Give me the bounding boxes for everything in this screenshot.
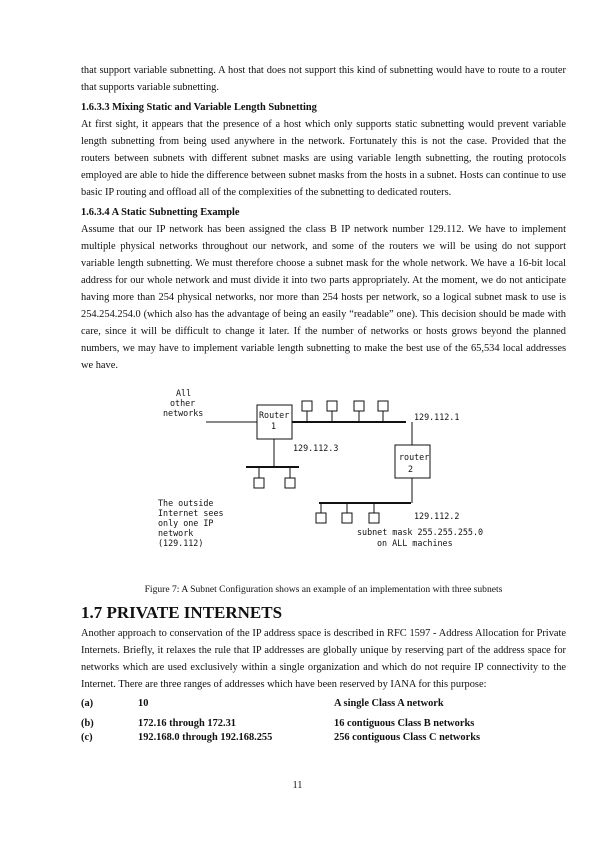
range-value: 10 <box>138 698 149 709</box>
router2-label-1: router <box>399 452 430 462</box>
paragraph-mixing-subnetting: At first sight, it appears that the presence of a host which only supports static subnetting would prevent variable length subnetting from being used anywhere in the network. Fortunately this is not the case. Provided that the routers between subnets with different subnet masks are using variable length subnetting, the routing protocols employed are able to hide the difference between subnet masks from the hosts in a subnet. Hosts can continue to use basic IP routing and offload all of the complexities of the subnetting to dedicated routers. <box>81 119 566 198</box>
heading-1-6-3-3: 1.6.3.3 Mixing Static and Variable Length Subnetting <box>81 102 317 113</box>
range-description: 256 contiguous Class C networks <box>334 732 481 743</box>
subnet-diagram <box>81 382 566 582</box>
range-description: A single Class A network <box>334 698 444 709</box>
host-box <box>254 478 264 488</box>
host-box <box>302 401 312 411</box>
range-value: 192.168.0 through 192.168.255 <box>138 732 273 743</box>
range-description: 16 contiguous Class B networks <box>334 718 475 729</box>
host-box <box>369 513 379 523</box>
host-box <box>342 513 352 523</box>
address-ranges-table <box>81 697 480 745</box>
label-all-other-networks-2: other <box>170 398 196 408</box>
label-outside-internet-4: network <box>158 528 194 538</box>
host-box <box>285 478 295 488</box>
router1-label-1: Router <box>259 410 290 420</box>
label-subnet-mask-1: subnet mask 255.255.255.0 <box>357 527 484 537</box>
host-box <box>378 401 388 411</box>
range-value: 172.16 through 172.31 <box>138 718 236 729</box>
range-label: (c) <box>81 732 93 743</box>
label-subnet-mask-2: on ALL machines <box>377 538 453 548</box>
table-row <box>81 697 480 711</box>
paragraph-static-example: Assume that our IP network has been assigned the class B IP network number 129.112. We have to implement multiple physical networks throughout our network, and some of the routers we will be using do not support variable length subnetting. We must therefore choose a subnet mask for the whole network. We have a 16-bit local address for our whole network and must divide it into two parts appropriately. At the moment, we do not anticipate having more than 254 physical networks, nor more than 254 hosts per network, so a logical subnet mask to use is 254.254.254.0 (which also has the advantage of being an easily “readable” one). This decision should be made with care, since it will be difficult to change it later. If the number of networks or hosts grows beyond the planned numbers, we may have to implement variable length subnetting to make the best use of the 65,534 local addresses we have. <box>81 224 566 371</box>
host-box <box>354 401 364 411</box>
label-all-other-networks-1: All <box>176 388 192 398</box>
label-all-other-networks-3: networks <box>163 408 204 418</box>
heading-1-7-private-internets: 1.7 PRIVATE INTERNETS <box>81 603 283 622</box>
figure-caption: Figure 7: A Subnet Configuration shows an example of an implementation with three subnets <box>144 584 503 595</box>
document-page <box>81 62 566 745</box>
paragraph-private-internets: Another approach to conservation of the IP address space is described in RFC 1597 - Address Allocation for Private Internets. Briefly, it relaxes the rule that IP addresses are globally unique by reserving part of the address space for networks which are used exclusively within a single organization and which do not require IP connectivity to the Internet. There are three ranges of addresses which have been reserved by IANA for this purpose: <box>81 628 566 690</box>
range-label: (b) <box>81 718 94 729</box>
host-box <box>327 401 337 411</box>
label-net-129-112-1: 129.112.1 <box>414 412 460 422</box>
label-net-129-112-3: 129.112.3 <box>293 443 339 453</box>
page-number: 11 <box>292 780 303 791</box>
label-net-129-112-2: 129.112.2 <box>414 511 460 521</box>
label-outside-internet-3: only one IP <box>158 518 214 528</box>
router2-label-2: 2 <box>408 464 414 474</box>
router1-label-2: 1 <box>271 421 277 431</box>
paragraph-intro: that support variable subnetting. A host that does not support this kind of subnetting would have to route to a router that supports variable subnetting. <box>81 65 566 93</box>
table-row <box>81 711 480 731</box>
subnet-figure <box>81 382 566 582</box>
label-outside-internet-5: (129.112) <box>158 538 204 548</box>
label-outside-internet-2: Internet sees <box>158 508 224 518</box>
range-label: (a) <box>81 698 94 709</box>
label-outside-internet-1: The outside <box>158 498 214 508</box>
table-row <box>81 731 480 745</box>
host-box <box>316 513 326 523</box>
heading-1-6-3-4: 1.6.3.4 A Static Subnetting Example <box>81 207 240 218</box>
